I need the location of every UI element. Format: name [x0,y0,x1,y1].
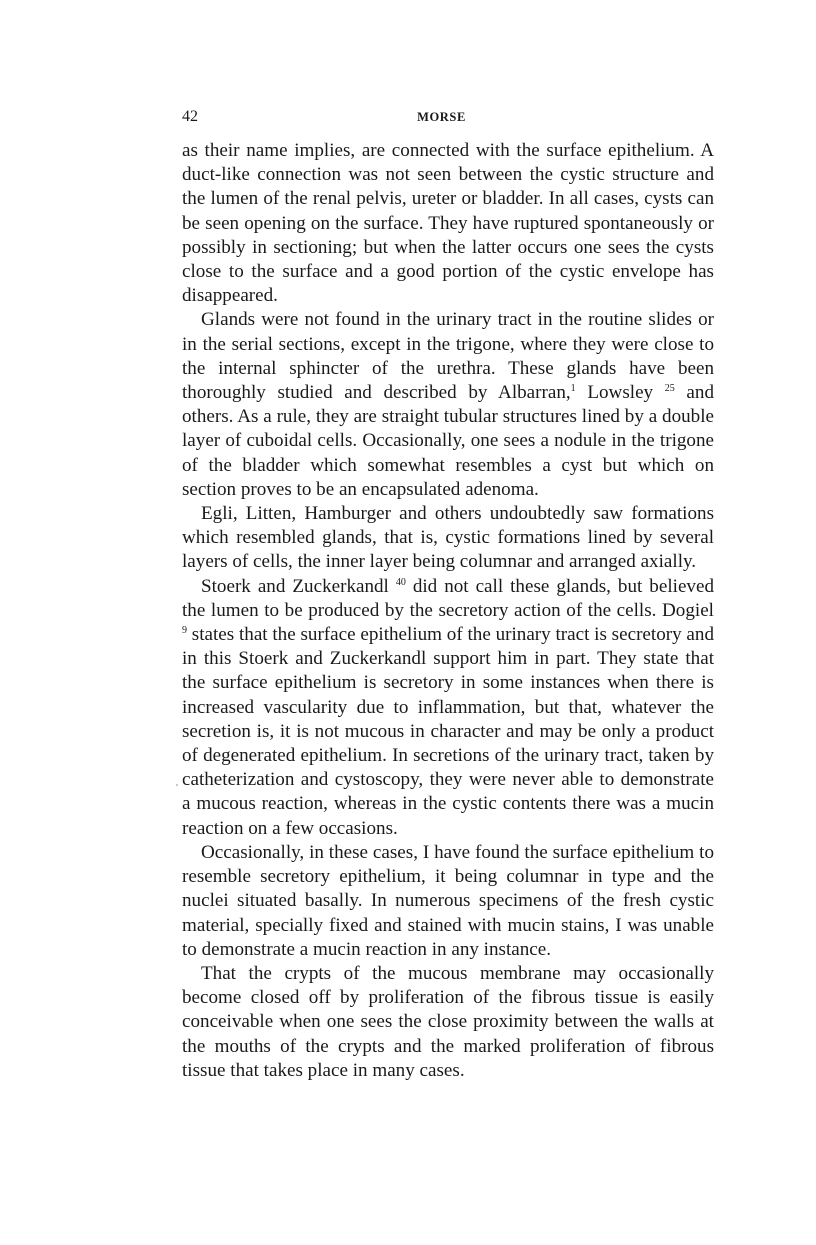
paragraph-text: did not call these glands, but believed the lumen to be produced by the secretory action of the cells. Dogiel [182,575,714,621]
paragraph-text: Glands were not found in the urinary tract in the routine slides or in the serial sections, except in the trigone, where they were close to the internal sphincter of the urethra. These glands have been thoroughly studied and described by Albarran, [182,309,714,404]
reference-superscript: 25 [664,383,675,395]
paragraph-stoerk [182,575,714,841]
paragraph-continued [182,139,714,308]
paragraph-text: That the crypts of the mucous membrane may occasionally become closed off by proliferation of the fibrous tissue is easily conceivable when one sees the close proximity between the walls at the mouths of the crypts and the marked proliferation of fibrous tissue that takes place in many cases. [182,962,714,1081]
stray-ink-mark [176,784,178,786]
reference-superscript: 9 [182,625,187,637]
page-number: 42 [182,108,198,125]
paragraph-text: Occasionally, in these cases, I have found the surface epithelium to resemble secretory epithelium, it being columnar in type and the nuclei situated basally. In numerous specimens of the fresh cystic material, specially fixed and stained with mucin stains, I was unable to demonstrate a mucin reaction in any instance. [182,841,714,960]
paragraph-crypts [182,962,714,1083]
body-text [182,139,714,1083]
paragraph-text: Lowsley [575,382,665,404]
running-title: MORSE [417,110,466,124]
paragraph-text: and others. As a rule, they are straight tubular structures lined by a double layer of cuboidal cells. Occasionally, one sees a nodule in the trigone of the bladder which somewhat resembles a cyst but which on section proves to be an encapsulated adenoma. [182,382,714,500]
paragraph-glands [182,308,714,502]
reference-superscript: 40 [395,576,406,588]
reference-superscript: 1 [570,383,576,395]
paragraph-egli [182,502,714,575]
running-head [182,107,701,127]
paragraph-text: Egli, Litten, Hamburger and others undoubtedly saw formations which resembled glands, that is, cystic formations lined by several layers of cells, the inner layer being columnar and arranged axially. [182,503,714,573]
paragraph-text: as their name implies, are connected with the surface epithelium. A duct-like connection was not seen between the cystic structure and the lumen of the renal pelvis, ureter or bladder. In all cases, cysts can be seen opening on the surface. They have ruptured spontaneously or possibly in sectioning; but when the latter occurs one sees the cysts close to the surface and a good portion of the cystic envelope has disappeared. [182,140,714,307]
paragraph-text: states that the surface epithelium of the urinary tract is secretory and in this Stoerk and Zuckerkandl support him in part. They state that the surface epithelium is secretory in some instances when there is increased vascularity due to inflammation, but that, whatever the secretion is, it is not mucous in character and may be only a product of degenerated epithelium. In secretions of the urinary tract, taken by catheterization and cystoscopy, they were never able to demonstrate a mucous reaction, whereas in the cystic contents there was a mucin reaction on a few occasions. [182,624,714,839]
paragraph-occasionally [182,841,714,962]
paragraph-text: Stoerk and Zuckerkandl [201,575,396,597]
